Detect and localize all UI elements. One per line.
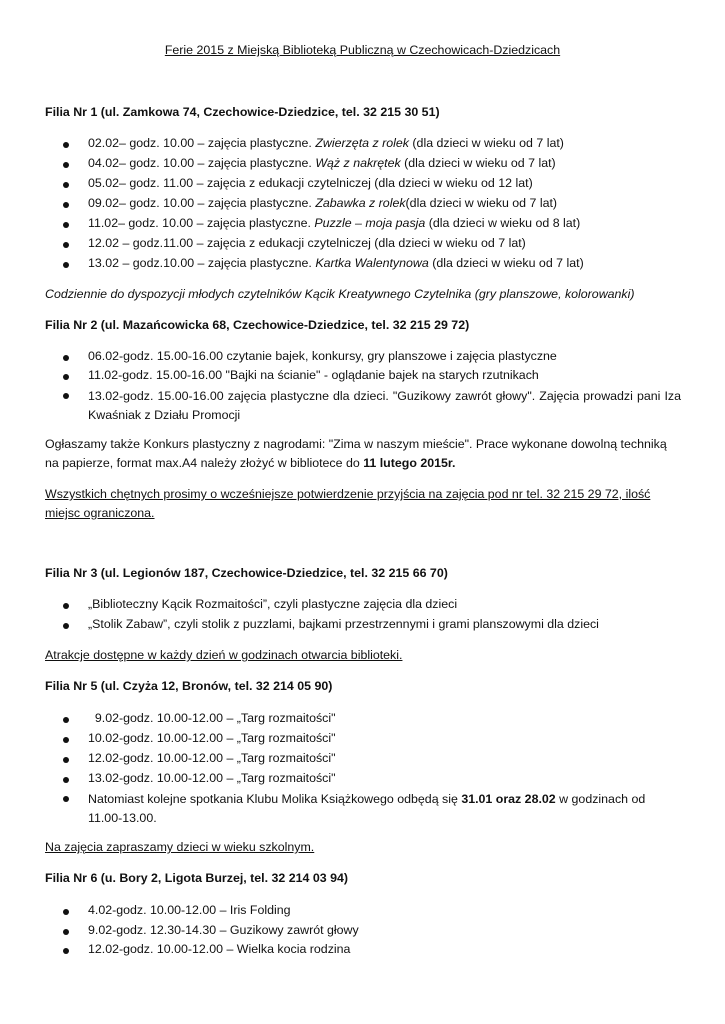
bullet-icon (63, 603, 69, 609)
bullet-icon (63, 374, 69, 380)
confirm-note: Wszystkich chętnych prosimy o wcześniejsze potwierdzenie przyjścia na zajęcia pod nr tel. 32 215 29 72, ilość miejsc ograniczona. (45, 487, 651, 520)
list-item: „Biblioteczny Kącik Rozmaitości”, czyli plastyczne zajęcia dla dzieci (88, 597, 458, 611)
list-item: 11.02-godz. 15.00-16.00 "Bajki na ścianie" - oglądanie bajek na starych rzutnikach (88, 368, 539, 382)
list-item: 06.02-godz. 15.00-16.00 czytanie bajek, konkursy, gry planszowe i zajęcia plastyczne (88, 349, 557, 363)
bullet-icon (63, 717, 69, 723)
bullet-icon (63, 777, 69, 783)
contest-paragraph: Ogłaszamy także Konkurs plastyczny z nagrodami: "Zima w naszym mieście". Prace wykonane dowolną techniką na papierze, format max.A4 należy złożyć w bibliotece do 11 lutego 2015r. (45, 437, 667, 470)
list-item: 13.02 – godz.10.00 – zajęcia plastyczne. Kartka Walentynowa (dla dzieci w wieku od 7 lat) (88, 256, 584, 270)
filia6-heading: Filia Nr 6 (u. Bory 2, Ligota Burzej, tel. 32 214 03 94) (45, 871, 348, 885)
bullet-icon (63, 796, 69, 802)
page-title: Ferie 2015 z Miejską Biblioteką Publiczną w Czechowicach-Dziedzicach (164, 43, 561, 57)
filia2-heading: Filia Nr 2 (ul. Mazańcowicka 68, Czechowice-Dziedzice, tel. 32 215 29 72) (45, 318, 470, 332)
list-item: 09.02– godz. 10.00 – zajęcia plastyczne. Zabawka z rolek(dla dzieci w wieku od 7 lat) (88, 196, 558, 210)
list-item: Natomiast kolejne spotkania Klubu Molika Książkowego odbędą się 31.01 oraz 28.02 w godzinach od 11.00-13.00. (88, 792, 646, 825)
list-item: „Stolik Zabaw”, czyli stolik z puzzlami, bajkami przestrzennymi i grami planszowymi dla dzieci (88, 617, 599, 631)
bullet-icon (63, 242, 69, 248)
list-item: 13.02-godz. 15.00-16.00 zajęcia plastyczne dla dzieci. "Guzikowy zawrót głowy". Zajęcia prowadzi pani Iza Kwaśniak z Działu Promocji (88, 389, 681, 422)
filia5-note: Na zajęcia zapraszamy dzieci w wieku szkolnym. (45, 840, 315, 854)
list-item: 4.02-godz. 10.00-12.00 – Iris Folding (88, 903, 291, 917)
filia1-heading: Filia Nr 1 (ul. Zamkowa 74, Czechowice-Dziedzice, tel. 32 215 30 51) (45, 105, 440, 119)
list-item: 11.02– godz. 10.00 – zajęcia plastyczne. Puzzle – moja pasja (dla dzieci w wieku od 8 lat) (88, 216, 581, 230)
filia1-note: Codziennie do dyspozycji młodych czytelników Kącik Kreatywnego Czytelnika (gry planszowe, kolorowanki) (45, 287, 635, 301)
bullet-icon (63, 929, 69, 935)
list-item: 05.02– godz. 11.00 – zajęcia z edukacji czytelniczej (dla dzieci w wieku od 12 lat) (88, 176, 533, 190)
bullet-icon (63, 355, 69, 361)
list-item: 04.02– godz. 10.00 – zajęcia plastyczne. Wąż z nakrętek (dla dzieci w wieku od 7 lat) (88, 156, 556, 170)
bullet-icon (63, 142, 69, 148)
list-item: 02.02– godz. 10.00 – zajęcia plastyczne. Zwierzęta z rolek (dla dzieci w wieku od 7 lat) (88, 136, 564, 150)
bullet-icon (63, 737, 69, 743)
bullet-icon (63, 262, 69, 268)
list-item: 9.02-godz. 10.00-12.00 – „Targ rozmaitości" (88, 711, 336, 725)
list-item: 10.02-godz. 10.00-12.00 – „Targ rozmaitości" (88, 731, 336, 745)
list-item: 12.02-godz. 10.00-12.00 – „Targ rozmaitości" (88, 751, 336, 765)
list-item: 12.02 – godz.11.00 – zajęcia z edukacji czytelniczej (dla dzieci w wieku od 7 lat) (88, 236, 526, 250)
bullet-icon (63, 948, 69, 954)
bullet-icon (63, 757, 69, 763)
list-item: 9.02-godz. 12.30-14.30 – Guzikowy zawrót głowy (88, 923, 359, 937)
bullet-icon (63, 182, 69, 188)
bullet-icon (63, 202, 69, 208)
list-item: 13.02-godz. 10.00-12.00 – „Targ rozmaitości" (88, 771, 336, 785)
list-item: 12.02-godz. 10.00-12.00 – Wielka kocia rodzina (88, 942, 351, 956)
bullet-icon (63, 623, 69, 629)
bullet-icon (63, 162, 69, 168)
filia5-heading: Filia Nr 5 (ul. Czyża 12, Bronów, tel. 32 214 05 90) (45, 679, 333, 693)
bullet-icon (63, 909, 69, 915)
bullet-icon (63, 393, 69, 399)
filia3-note: Atrakcje dostępne w każdy dzień w godzinach otwarcia biblioteki. (45, 648, 403, 662)
filia3-heading: Filia Nr 3 (ul. Legionów 187, Czechowice-Dziedzice, tel. 32 215 66 70) (45, 566, 448, 580)
bullet-icon (63, 222, 69, 228)
